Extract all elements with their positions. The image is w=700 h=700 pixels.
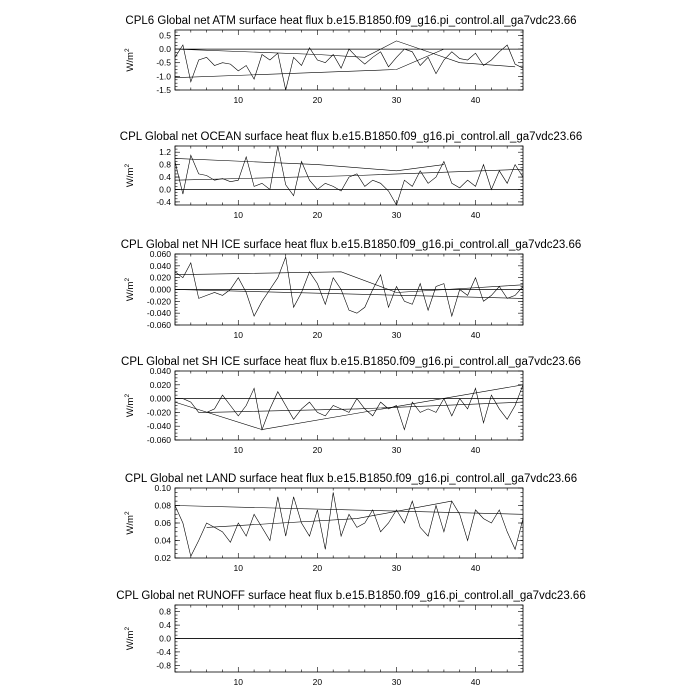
series-line	[175, 169, 523, 180]
y-tick-label: 0.08	[154, 500, 171, 511]
y-tick-label: -0.060	[146, 435, 171, 445]
plot-frame	[175, 488, 523, 558]
y-axis-label	[124, 48, 136, 72]
x-tick-label: 20	[312, 445, 323, 455]
y-tick-label: 0.06	[154, 518, 171, 528]
x-tick-label: 20	[312, 677, 323, 687]
y-tick-label: 0.020	[149, 379, 171, 390]
y-tick-label: 1.2	[159, 147, 171, 158]
y-axis-label-unit: W/m	[125, 167, 136, 188]
x-tick-label: 10	[233, 563, 244, 573]
y-axis-label-exponent: 2	[124, 511, 131, 516]
y-axis-label	[124, 627, 136, 651]
chart-panel-2	[120, 131, 582, 220]
y-axis-label-exponent: 2	[124, 626, 131, 631]
x-tick-label: 10	[233, 210, 244, 220]
x-tick-label: 10	[233, 677, 244, 687]
y-tick-label: -0.040	[146, 308, 171, 319]
series-line	[175, 41, 515, 67]
x-tick-label: 10	[233, 445, 244, 455]
y-tick-label: -0.4	[156, 196, 171, 207]
y-tick-label: 0.8	[159, 606, 171, 617]
y-tick-label: 0.04	[154, 535, 171, 546]
plot-frame	[175, 30, 523, 90]
y-tick-label: 0.02	[154, 553, 171, 563]
series-line	[175, 506, 523, 515]
x-tick-label: 30	[391, 330, 402, 340]
y-tick-label: 0.5	[159, 30, 171, 41]
x-tick-label: 40	[470, 677, 481, 687]
y-tick-label: -0.040	[146, 421, 171, 432]
y-axis-label-exponent: 2	[124, 393, 131, 398]
y-tick-label: 0.4	[159, 620, 171, 631]
x-tick-label: 10	[233, 95, 244, 105]
y-tick-label: -0.020	[146, 296, 171, 307]
y-tick-label: 0.4	[159, 172, 171, 183]
x-tick-label: 10	[233, 330, 244, 340]
chart-title: CPL Global net LAND surface heat flux b.e15.B1850.f09_g16.pi_control.all_ga7vdc23.66	[124, 473, 578, 485]
x-tick-label: 30	[391, 677, 402, 687]
y-tick-label: 0.0	[159, 633, 171, 644]
y-tick-label: 0.0	[159, 44, 171, 55]
series-line	[175, 385, 523, 430]
series-line	[207, 402, 523, 412]
y-axis-label-unit: W/m	[125, 515, 136, 535]
y-axis-label-exponent: 2	[124, 163, 131, 168]
y-tick-label: 0.020	[149, 272, 171, 283]
y-axis-label	[124, 511, 136, 535]
chart-title: CPL Global net NH ICE surface heat flux b.e15.B1850.f09_g16.pi_control.all_ga7vdc23.66	[120, 239, 582, 251]
y-tick-label: -0.5	[156, 57, 171, 68]
series-line	[175, 45, 523, 90]
x-tick-label: 20	[312, 330, 323, 340]
y-tick-label: 0.000	[149, 393, 171, 404]
series-line	[175, 158, 444, 170]
y-tick-label: 0.8	[159, 159, 171, 170]
x-tick-label: 30	[391, 95, 402, 105]
y-axis-label-unit: W/m	[125, 397, 136, 418]
x-tick-label: 40	[470, 95, 481, 105]
x-tick-label: 30	[391, 563, 402, 573]
chart-panel-4	[121, 356, 581, 455]
chart-title: CPL Global net SH ICE surface heat flux b.e15.B1850.f09_g16.pi_control.all_ga7vdc23.66	[121, 356, 581, 368]
y-axis-label	[124, 278, 136, 302]
x-tick-label: 40	[470, 210, 481, 220]
series-line	[175, 257, 523, 316]
x-tick-label: 40	[470, 563, 481, 573]
y-axis-label	[124, 164, 136, 188]
y-tick-label: -0.060	[146, 320, 171, 330]
plot-frame	[175, 371, 523, 440]
y-tick-label: -1.5	[156, 85, 171, 95]
y-axis-label-exponent: 2	[124, 48, 131, 53]
y-axis-label	[124, 394, 136, 418]
x-tick-label: 20	[312, 95, 323, 105]
y-tick-label: 0.040	[149, 260, 171, 271]
series-line	[175, 385, 523, 430]
x-tick-label: 40	[470, 445, 481, 455]
y-tick-label: -1.0	[156, 71, 171, 82]
y-tick-label: -0.4	[156, 646, 171, 657]
chart-panel-5	[124, 473, 577, 573]
y-axis-label-unit: W/m	[125, 630, 136, 651]
y-tick-label: -0.020	[146, 407, 171, 418]
chart-panel-3	[121, 239, 582, 340]
y-tick-label: 0.040	[149, 366, 171, 376]
series-line	[175, 290, 523, 299]
x-tick-label: 40	[470, 330, 481, 340]
y-tick-label: 0.060	[149, 249, 171, 259]
chart-panel-6	[116, 590, 585, 687]
chart-panel-1	[124, 15, 577, 105]
y-axis-label-unit: W/m	[125, 52, 136, 72]
series-line	[207, 501, 452, 527]
chart-title: CPL Global net OCEAN surface heat flux b.e15.B1850.f09_g16.pi_control.all_ga7vdc23.66	[119, 131, 583, 143]
x-tick-label: 30	[391, 445, 402, 455]
series-line	[175, 49, 444, 78]
y-axis-label-unit: W/m	[125, 281, 136, 302]
x-tick-label: 20	[312, 563, 323, 573]
chart-title: CPL Global net RUNOFF surface heat flux b.e15.B1850.f09_g16.pi_control.all_ga7vdc23.66	[116, 590, 586, 602]
y-tick-label: -0.8	[156, 660, 171, 671]
x-tick-label: 30	[391, 210, 402, 220]
series-line	[175, 492, 523, 556]
x-tick-label: 20	[312, 210, 323, 220]
y-tick-label: 0.10	[154, 483, 171, 493]
y-tick-label: 0.0	[159, 184, 171, 195]
y-tick-label: 0.000	[149, 284, 171, 295]
y-axis-label-exponent: 2	[124, 277, 131, 282]
chart-title: CPL6 Global net ATM surface heat flux b.e15.B1850.f09_g16.pi_control.all_ga7vdc23.66	[125, 15, 577, 27]
